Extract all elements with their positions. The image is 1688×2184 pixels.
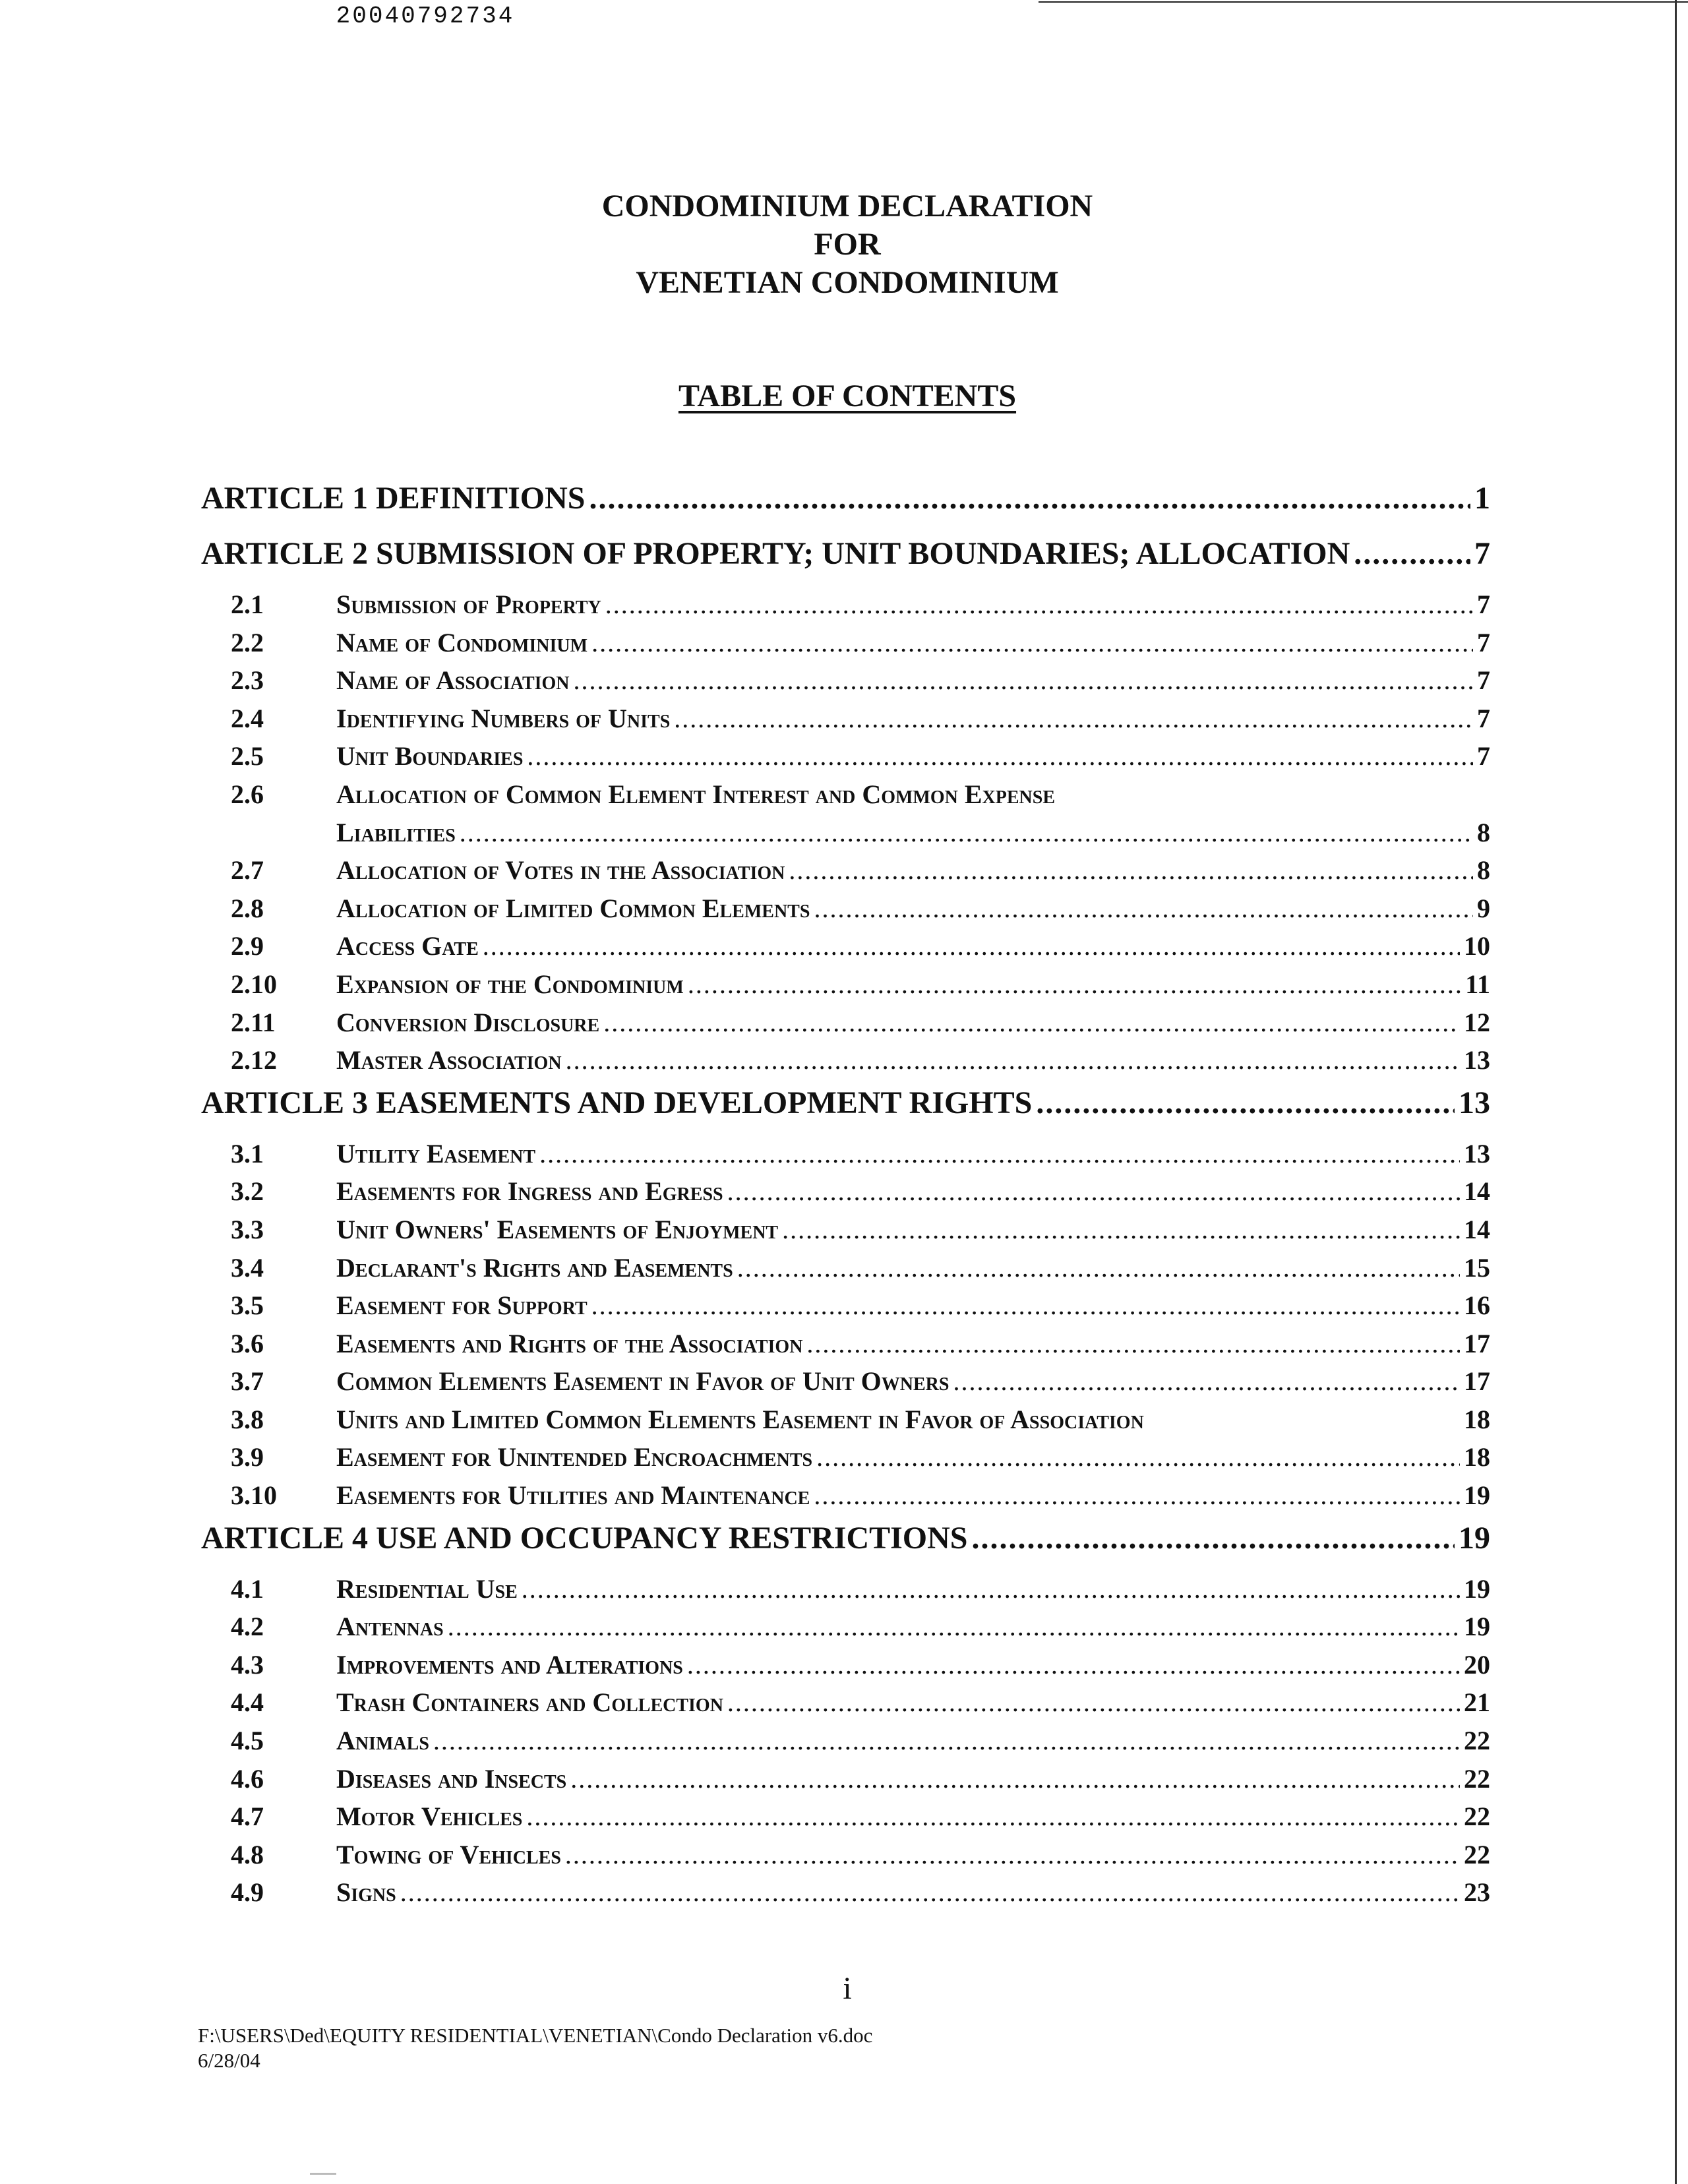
dot-leader — [1036, 1079, 1455, 1127]
section-page: 22 — [1464, 1839, 1490, 1869]
section-number: 3.7 — [231, 1366, 264, 1397]
dot-leader — [737, 1249, 1460, 1287]
section-number: 2.7 — [231, 855, 264, 886]
dot-leader — [727, 1684, 1460, 1722]
section-page: 7 — [1477, 627, 1490, 657]
article-title: ARTICLE 2 SUBMISSION OF PROPERTY; UNIT BOUNDARIES; ALLOCATION — [201, 536, 1350, 571]
dot-leader — [574, 661, 1473, 700]
section-number: 4.7 — [231, 1802, 264, 1832]
dot-leader — [527, 737, 1473, 775]
article-title: ARTICLE 1 DEFINITIONS — [201, 481, 586, 516]
toc-section[interactable] — [201, 1798, 1490, 1836]
section-page: 10 — [1464, 931, 1490, 961]
section-number: 2.3 — [231, 665, 264, 696]
section-page: 8 — [1477, 855, 1490, 886]
section-page: 22 — [1464, 1802, 1490, 1832]
section-title: Easement for Support — [336, 1290, 588, 1321]
toc-section[interactable] — [201, 1287, 1490, 1325]
section-title: Signs — [336, 1877, 396, 1908]
section-page: 9 — [1477, 893, 1490, 923]
file-path: F:\USERS\Ded\EQUITY RESIDENTIAL\VENETIAN\Condo Declaration v6.doc — [198, 2024, 873, 2047]
section-page: 19 — [1464, 1480, 1490, 1511]
section-page: 8 — [1477, 817, 1490, 847]
section-title: Utility Easement — [336, 1138, 536, 1168]
dot-leader — [589, 475, 1470, 522]
toc-section[interactable] — [201, 1135, 1490, 1173]
section-title: Improvements and Alterations — [336, 1649, 683, 1680]
article-title: ARTICLE 4 USE AND OCCUPANCY RESTRICTIONS — [201, 1520, 968, 1556]
section-page: 21 — [1464, 1687, 1490, 1718]
file-path-footer — [198, 2023, 872, 2073]
section-number: 3.9 — [231, 1442, 264, 1472]
section-number: 3.5 — [231, 1290, 264, 1321]
scan-top-rule — [1039, 1, 1688, 3]
title-line-2: FOR — [814, 227, 881, 262]
dot-leader — [605, 586, 1473, 624]
section-page: 18 — [1464, 1442, 1490, 1472]
section-title: Name of Condominium — [336, 627, 588, 657]
toc-section[interactable] — [201, 1476, 1490, 1515]
toc-section[interactable] — [201, 965, 1490, 1004]
recording-number: 20040792734 — [336, 3, 515, 30]
section-number: 2.10 — [231, 969, 277, 999]
toc-section[interactable] — [201, 1401, 1490, 1439]
dot-leader — [570, 1760, 1460, 1798]
section-number: 3.10 — [231, 1480, 277, 1511]
dot-leader — [460, 814, 1473, 852]
section-page: 19 — [1464, 1612, 1490, 1642]
toc-heading: TABLE OF CONTENTS — [678, 379, 1017, 413]
dot-leader — [603, 1004, 1460, 1042]
toc-section[interactable] — [201, 927, 1490, 965]
section-title: Allocation of Votes in the Association — [336, 855, 785, 886]
section-page: 22 — [1464, 1726, 1490, 1756]
dot-leader — [972, 1515, 1455, 1562]
dot-leader — [816, 1438, 1460, 1476]
section-title: Easements and Rights of the Association — [336, 1328, 803, 1358]
toc-section[interactable] — [201, 890, 1490, 928]
section-title: Diseases and Insects — [336, 1763, 567, 1794]
section-page: 7 — [1477, 665, 1490, 696]
toc-section[interactable] — [201, 1041, 1490, 1079]
section-number: 2.8 — [231, 893, 264, 923]
file-date: 6/28/04 — [198, 2049, 260, 2072]
toc-section[interactable] — [201, 1646, 1490, 1684]
toc-section-continued[interactable] — [201, 814, 1490, 852]
dot-leader — [814, 890, 1473, 928]
dot-leader — [565, 1836, 1460, 1874]
dot-leader — [814, 1476, 1460, 1515]
dot-leader — [433, 1722, 1460, 1760]
dot-leader — [483, 927, 1460, 965]
section-title: Animals — [336, 1726, 429, 1756]
title-line-3: VENETIAN CONDOMINIUM — [636, 265, 1059, 300]
toc-section[interactable] — [201, 1836, 1490, 1874]
section-title: Declarant's Rights and Easements — [336, 1252, 733, 1283]
title-line-1: CONDOMINIUM DECLARATION — [601, 189, 1093, 224]
section-number: 4.8 — [231, 1839, 264, 1869]
section-number: 4.1 — [231, 1573, 264, 1604]
dot-leader — [448, 1608, 1460, 1646]
section-title: Submission of Property — [336, 590, 601, 619]
dot-leader — [727, 1172, 1460, 1211]
section-number: 2.12 — [231, 1045, 277, 1076]
toc-section[interactable] — [201, 1362, 1490, 1401]
section-title: Easements for Ingress and Egress — [336, 1176, 723, 1207]
toc-section[interactable] — [201, 1249, 1490, 1287]
scan-artifact — [310, 2173, 336, 2175]
toc-section[interactable] — [201, 1873, 1490, 1912]
toc-article-2[interactable] — [201, 530, 1490, 586]
page-number: i — [843, 1971, 852, 2006]
article-page: 19 — [1459, 1520, 1490, 1556]
section-page: 13 — [1464, 1138, 1490, 1168]
toc-article-3[interactable] — [201, 1079, 1490, 1135]
toc-section[interactable] — [201, 1570, 1490, 1608]
dot-leader — [566, 1041, 1460, 1079]
section-title: Allocation of Limited Common Elements — [336, 893, 810, 923]
section-title: Conversion Disclosure — [336, 1007, 600, 1037]
dot-leader — [953, 1362, 1460, 1401]
section-title: Access Gate — [336, 931, 479, 961]
section-number: 4.2 — [231, 1612, 264, 1642]
dot-leader — [591, 624, 1473, 662]
dot-leader — [539, 1135, 1460, 1173]
section-title: Easements for Utilities and Maintenance — [336, 1480, 810, 1511]
section-page: 7 — [1477, 703, 1490, 733]
section-number: 3.2 — [231, 1176, 264, 1207]
section-title: Common Elements Easement in Favor of Unit Owners — [336, 1366, 950, 1397]
section-title: Residential Use — [336, 1573, 518, 1604]
toc-section[interactable] — [201, 586, 1490, 624]
section-title: Allocation of Common Element Interest and Common Expense — [336, 779, 1056, 809]
toc-section[interactable] — [201, 1722, 1490, 1760]
section-page: 16 — [1464, 1290, 1490, 1321]
section-number: 2.1 — [231, 590, 264, 619]
dot-leader — [400, 1873, 1460, 1912]
toc-section[interactable] — [201, 1438, 1490, 1476]
section-title: Unit Boundaries — [336, 741, 524, 772]
section-number: 3.8 — [231, 1404, 264, 1434]
section-page: 17 — [1464, 1328, 1490, 1358]
section-number: 2.9 — [231, 931, 264, 961]
section-page: 14 — [1464, 1214, 1490, 1244]
section-title: Motor Vehicles — [336, 1802, 523, 1832]
toc-section[interactable] — [201, 851, 1490, 890]
dot-leader — [789, 851, 1473, 890]
section-number: 2.2 — [231, 627, 264, 657]
toc-section[interactable] — [201, 775, 1490, 814]
section-page: 23 — [1464, 1877, 1490, 1908]
toc-section[interactable] — [201, 1211, 1490, 1249]
section-title: Expansion of the Condominium — [336, 969, 684, 999]
article-title: ARTICLE 3 EASEMENTS AND DEVELOPMENT RIGHTS — [201, 1085, 1033, 1120]
toc-section[interactable] — [201, 700, 1490, 738]
dot-leader — [591, 1287, 1460, 1325]
section-number: 4.6 — [231, 1763, 264, 1794]
section-page: 7 — [1477, 590, 1490, 619]
section-title: Unit Owners' Easements of Enjoyment — [336, 1214, 779, 1244]
section-page: 19 — [1464, 1573, 1490, 1604]
toc-section[interactable] — [201, 624, 1490, 662]
dot-leader — [522, 1570, 1460, 1608]
section-number: 3.3 — [231, 1214, 264, 1244]
dot-leader — [687, 1646, 1460, 1684]
section-title: Identifying Numbers of Units — [336, 703, 671, 733]
section-number: 2.4 — [231, 703, 264, 733]
section-page: 7 — [1477, 741, 1490, 772]
toc-section[interactable] — [201, 661, 1490, 700]
section-number: 4.4 — [231, 1687, 264, 1718]
section-title: Name of Association — [336, 665, 570, 696]
section-number: 2.11 — [231, 1007, 276, 1037]
dot-leader — [782, 1211, 1460, 1249]
article-page: 7 — [1474, 536, 1490, 571]
section-page: 11 — [1465, 969, 1490, 999]
article-page: 13 — [1459, 1085, 1490, 1120]
article-page: 1 — [1474, 481, 1490, 516]
section-title: Towing of Vehicles — [336, 1839, 561, 1869]
section-page: 18 — [1464, 1404, 1490, 1434]
section-number: 3.4 — [231, 1252, 264, 1283]
dot-leader — [674, 700, 1473, 738]
section-page: 20 — [1464, 1649, 1490, 1680]
toc-section[interactable] — [201, 1684, 1490, 1722]
section-number: 3.1 — [231, 1138, 264, 1168]
section-page: 15 — [1464, 1252, 1490, 1283]
scan-right-edge — [1675, 0, 1677, 2184]
section-title-continued: Liabilities — [336, 817, 456, 847]
dot-leader — [688, 965, 1461, 1004]
section-number: 3.6 — [231, 1328, 264, 1358]
section-number: 2.5 — [231, 741, 264, 772]
section-page: 13 — [1464, 1045, 1490, 1076]
section-page: 17 — [1464, 1366, 1490, 1397]
section-title: Easement for Unintended Encroachments — [336, 1442, 813, 1472]
dot-leader — [806, 1325, 1460, 1363]
document-title — [0, 187, 1688, 302]
section-title: Trash Containers and Collection — [336, 1687, 723, 1718]
toc-article-1[interactable] — [201, 475, 1490, 530]
table-of-contents — [201, 475, 1490, 1912]
toc-section[interactable] — [201, 1608, 1490, 1646]
section-title: Units and Limited Common Elements Easement in Favor of Association — [336, 1404, 1144, 1434]
section-title: Antennas — [336, 1612, 444, 1642]
section-number: 2.6 — [231, 779, 264, 809]
section-number: 4.9 — [231, 1877, 264, 1908]
toc-section[interactable] — [201, 737, 1490, 775]
toc-section[interactable] — [201, 1172, 1490, 1211]
section-number: 4.5 — [231, 1726, 264, 1756]
toc-section[interactable] — [201, 1760, 1490, 1798]
toc-article-4[interactable] — [201, 1515, 1490, 1570]
dot-leader — [1354, 530, 1470, 578]
dot-leader — [526, 1798, 1460, 1836]
section-number: 4.3 — [231, 1649, 264, 1680]
section-page: 12 — [1464, 1007, 1490, 1037]
toc-section[interactable] — [201, 1325, 1490, 1363]
section-page: 22 — [1464, 1763, 1490, 1794]
section-page: 14 — [1464, 1176, 1490, 1207]
section-title: Master Association — [336, 1045, 562, 1076]
toc-section[interactable] — [201, 1004, 1490, 1042]
